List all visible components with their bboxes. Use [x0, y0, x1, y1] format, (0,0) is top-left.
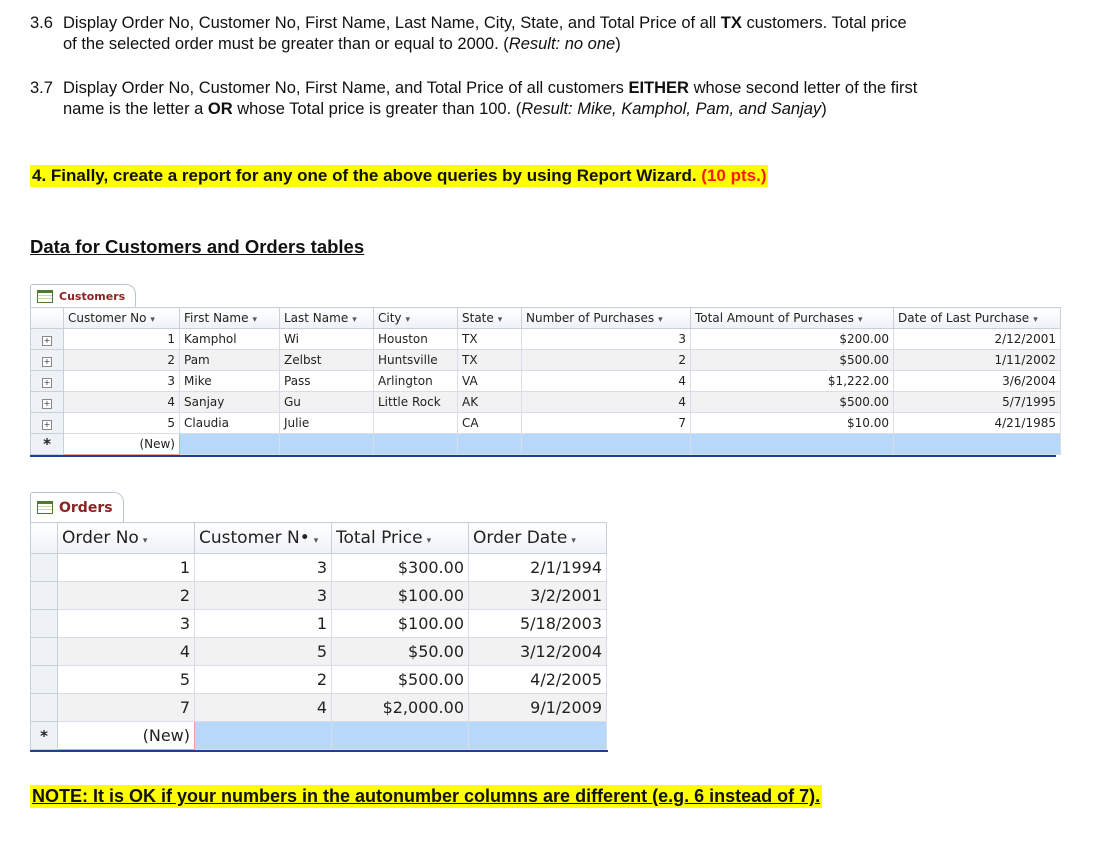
- new-record-cell[interactable]: (New): [58, 722, 195, 750]
- cell-customer-no[interactable]: 4: [64, 392, 180, 413]
- dropdown-arrow-icon[interactable]: ▾: [405, 315, 411, 325]
- cell-state[interactable]: VA: [458, 371, 522, 392]
- cell-number-of-purchases[interactable]: 3: [522, 329, 691, 350]
- asterisk-icon: *: [40, 727, 48, 745]
- table-bottom-border: [30, 455, 1056, 457]
- cell-last-name[interactable]: Zelbst: [280, 350, 374, 371]
- section-4-heading: 4. Finally, create a report for any one of the above queries by using Report Wizard. (10 pts.): [32, 166, 767, 185]
- cell-customer-no[interactable]: 2: [64, 350, 180, 371]
- plus-box-icon[interactable]: +: [43, 357, 51, 366]
- plus-box-icon[interactable]: +: [43, 336, 51, 345]
- cell-order-date[interactable]: 2/1/1994: [469, 554, 607, 582]
- cell-number-of-purchases[interactable]: 7: [522, 413, 691, 434]
- table-row[interactable]: [31, 638, 607, 666]
- cell-total-amount-of-purchases[interactable]: $10.00: [691, 413, 894, 434]
- new-record-row[interactable]: [31, 434, 1061, 455]
- cell-customer-n[interactable]: 2: [195, 666, 332, 694]
- points-label: (10 pts.): [701, 166, 767, 185]
- cell-last-name[interactable]: Gu: [280, 392, 374, 413]
- new-record-empty-cell[interactable]: [332, 722, 469, 750]
- cell-order-no[interactable]: 7: [58, 694, 195, 722]
- record-selector[interactable]: [31, 554, 58, 582]
- data-heading: Data for Customers and Orders tables: [30, 236, 365, 257]
- new-record-empty-cell[interactable]: [280, 434, 374, 455]
- cell-first-name[interactable]: Mike: [180, 371, 280, 392]
- select-all-corner[interactable]: [31, 523, 58, 554]
- question-number: 3.6: [30, 14, 53, 32]
- plus-box-icon[interactable]: +: [43, 378, 51, 387]
- new-record-empty-cell[interactable]: [469, 722, 607, 750]
- column-header-first-name[interactable]: First Name ▾: [180, 308, 280, 329]
- new-record-selector[interactable]: [31, 434, 64, 455]
- question-3-6: 3.6 Display Order No, Customer No, First Name, Last Name, City, State, and Total Price of all TX customers. Total price of the selected order must be greater than or equal to 2000. (Result: no one): [30, 14, 907, 53]
- column-header-customer-n[interactable]: Customer N• ▾: [195, 523, 332, 554]
- cell-date-of-last-purchase[interactable]: 4/21/1985: [894, 413, 1061, 434]
- cell-customer-no[interactable]: 3: [64, 371, 180, 392]
- cell-customer-n[interactable]: 1: [195, 610, 332, 638]
- cell-order-date[interactable]: 4/2/2005: [469, 666, 607, 694]
- record-selector[interactable]: [31, 610, 58, 638]
- dropdown-arrow-icon[interactable]: ▾: [150, 315, 155, 325]
- cell-last-name[interactable]: Pass: [280, 371, 374, 392]
- cell-order-date[interactable]: 5/18/2003: [469, 610, 607, 638]
- table-row[interactable]: [31, 329, 1061, 350]
- new-record-empty-cell[interactable]: [894, 434, 1061, 455]
- cell-customer-no[interactable]: 5: [64, 413, 180, 434]
- cell-first-name[interactable]: Pam: [180, 350, 280, 371]
- table-row[interactable]: [31, 610, 607, 638]
- cell-city[interactable]: Little Rock: [374, 392, 458, 413]
- cell-date-of-last-purchase[interactable]: 2/12/2001: [894, 329, 1061, 350]
- record-selector[interactable]: [31, 694, 58, 722]
- cell-last-name[interactable]: Julie: [280, 413, 374, 434]
- column-header-city[interactable]: City ▾: [374, 308, 458, 329]
- cell-city[interactable]: Arlington: [374, 371, 458, 392]
- cell-customer-n[interactable]: 4: [195, 694, 332, 722]
- new-record-empty-cell[interactable]: [195, 722, 332, 750]
- new-record-empty-cell[interactable]: [522, 434, 691, 455]
- column-header-number-of-purchases[interactable]: Number of Purchases ▾: [522, 308, 691, 329]
- column-header-date-of-last-purchase[interactable]: Date of Last Purchase ▾: [894, 308, 1061, 329]
- select-all-corner[interactable]: [31, 308, 64, 329]
- cell-customer-no[interactable]: 1: [64, 329, 180, 350]
- column-header-order-date[interactable]: Order Date ▾: [469, 523, 607, 554]
- cell-date-of-last-purchase[interactable]: 1/11/2002: [894, 350, 1061, 371]
- cell-order-no[interactable]: 4: [58, 638, 195, 666]
- cell-order-no[interactable]: 5: [58, 666, 195, 694]
- cell-city[interactable]: Houston: [374, 329, 458, 350]
- cell-number-of-purchases[interactable]: 2: [522, 350, 691, 371]
- cell-total-amount-of-purchases[interactable]: $1,222.00: [691, 371, 894, 392]
- table-row[interactable]: [31, 666, 607, 694]
- cell-last-name[interactable]: Wi: [280, 329, 374, 350]
- cell-total-price[interactable]: $100.00: [332, 582, 469, 610]
- column-header-total-price[interactable]: Total Price ▾: [332, 523, 469, 554]
- cell-order-date[interactable]: 3/2/2001: [469, 582, 607, 610]
- plus-box-icon[interactable]: +: [43, 399, 51, 408]
- record-selector[interactable]: [31, 392, 64, 413]
- record-selector[interactable]: [31, 666, 58, 694]
- new-record-empty-cell[interactable]: [458, 434, 522, 455]
- column-header-state[interactable]: State ▾: [458, 308, 522, 329]
- cell-total-price[interactable]: $100.00: [332, 610, 469, 638]
- cell-customer-n[interactable]: 3: [195, 554, 332, 582]
- table-row[interactable]: [31, 554, 607, 582]
- dropdown-arrow-icon[interactable]: ▾: [857, 315, 863, 325]
- orders-tab[interactable]: Orders: [30, 492, 124, 522]
- table-row[interactable]: [31, 350, 1061, 371]
- cell-customer-n[interactable]: 3: [195, 582, 332, 610]
- cell-first-name[interactable]: Kamphol: [180, 329, 280, 350]
- new-record-empty-cell[interactable]: [374, 434, 458, 455]
- cell-first-name[interactable]: Sanjay: [180, 392, 280, 413]
- customers-tab[interactable]: Customers: [30, 284, 136, 307]
- cell-number-of-purchases[interactable]: 4: [522, 392, 691, 413]
- cell-first-name[interactable]: Claudia: [180, 413, 280, 434]
- table-row[interactable]: [31, 371, 1061, 392]
- cell-total-amount-of-purchases[interactable]: $200.00: [691, 329, 894, 350]
- table-row[interactable]: [31, 582, 607, 610]
- cell-order-date[interactable]: 3/12/2004: [469, 638, 607, 666]
- record-selector[interactable]: [31, 371, 64, 392]
- orders-table: [30, 522, 607, 750]
- plus-box-icon[interactable]: +: [43, 420, 51, 429]
- record-selector[interactable]: [31, 413, 64, 434]
- dropdown-arrow-icon[interactable]: ▾: [497, 315, 503, 325]
- table-row[interactable]: [31, 413, 1061, 434]
- record-selector[interactable]: [31, 638, 58, 666]
- column-header-order-no[interactable]: Order No ▾: [58, 523, 195, 554]
- dropdown-arrow-icon[interactable]: ▾: [252, 315, 258, 325]
- cell-total-price[interactable]: $500.00: [332, 666, 469, 694]
- dropdown-arrow-icon[interactable]: ▾: [571, 536, 576, 546]
- orders-datasheet: [30, 492, 608, 752]
- column-header-total-amount-of-purchases[interactable]: Total Amount of Purchases ▾: [691, 308, 894, 329]
- question-3-7: 3.7 Display Order No, Customer No, First Name, and Total Price of all customers EITHER whose second letter of the first name is the letter a OR whose Total price is greater than 100. (Result: Mike, Kamphol, Pam, and Sanjay): [30, 79, 918, 118]
- table-row[interactable]: [31, 694, 607, 722]
- dropdown-arrow-icon[interactable]: ▾: [658, 315, 663, 325]
- new-record-cell[interactable]: (New): [64, 434, 180, 455]
- cell-number-of-purchases[interactable]: 4: [522, 371, 691, 392]
- customers-table: [30, 307, 1061, 455]
- record-selector[interactable]: [31, 350, 64, 371]
- table-icon: [37, 290, 53, 303]
- dropdown-arrow-icon[interactable]: ▾: [1033, 315, 1038, 325]
- cell-state[interactable]: AK: [458, 392, 522, 413]
- table-row[interactable]: [31, 392, 1061, 413]
- question-number: 3.7: [30, 79, 53, 97]
- cell-date-of-last-purchase[interactable]: 3/6/2004: [894, 371, 1061, 392]
- table-bottom-border: [30, 750, 608, 752]
- cell-total-price[interactable]: $300.00: [332, 554, 469, 582]
- cell-total-amount-of-purchases[interactable]: $500.00: [691, 392, 894, 413]
- table-icon: [37, 501, 53, 514]
- cell-total-price[interactable]: $50.00: [332, 638, 469, 666]
- column-header-customer-no[interactable]: Customer No ▾: [64, 308, 180, 329]
- customers-datasheet: [30, 284, 1061, 457]
- cell-state[interactable]: TX: [458, 329, 522, 350]
- new-record-empty-cell[interactable]: [691, 434, 894, 455]
- cell-state[interactable]: TX: [458, 350, 522, 371]
- dropdown-arrow-icon[interactable]: ▾: [313, 536, 319, 546]
- cell-customer-n[interactable]: 5: [195, 638, 332, 666]
- record-selector[interactable]: [31, 329, 64, 350]
- cell-city[interactable]: [374, 413, 458, 434]
- cell-order-no[interactable]: 1: [58, 554, 195, 582]
- dropdown-arrow-icon[interactable]: ▾: [426, 536, 432, 546]
- cell-city[interactable]: Huntsville: [374, 350, 458, 371]
- new-record-empty-cell[interactable]: [180, 434, 280, 455]
- dropdown-arrow-icon[interactable]: ▾: [142, 536, 148, 546]
- cell-total-price[interactable]: $2,000.00: [332, 694, 469, 722]
- dropdown-arrow-icon[interactable]: ▾: [352, 315, 357, 325]
- cell-order-date[interactable]: 9/1/2009: [469, 694, 607, 722]
- record-selector[interactable]: [31, 582, 58, 610]
- new-record-row[interactable]: [31, 722, 607, 750]
- column-header-last-name[interactable]: Last Name ▾: [280, 308, 374, 329]
- cell-order-no[interactable]: 2: [58, 582, 195, 610]
- note: NOTE: It is OK if your numbers in the autonumber columns are different (e.g. 6 instead of 7).: [32, 786, 821, 806]
- new-record-selector[interactable]: [31, 722, 58, 750]
- cell-state[interactable]: CA: [458, 413, 522, 434]
- cell-date-of-last-purchase[interactable]: 5/7/1995: [894, 392, 1061, 413]
- cell-order-no[interactable]: 3: [58, 610, 195, 638]
- cell-total-amount-of-purchases[interactable]: $500.00: [691, 350, 894, 371]
- asterisk-icon: *: [43, 435, 51, 453]
